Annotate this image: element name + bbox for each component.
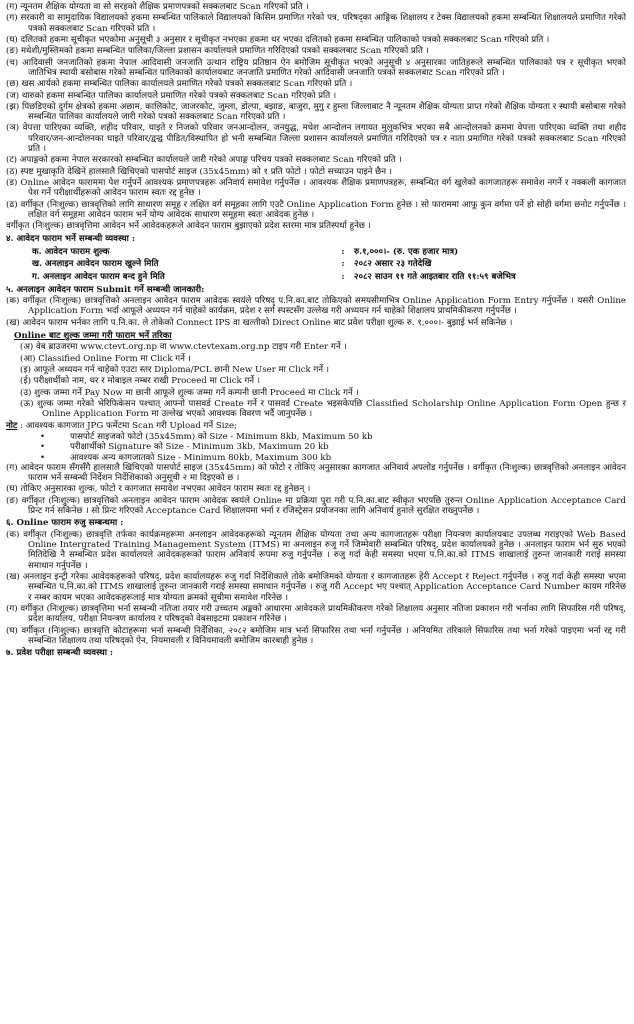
list-item: • पासपोर्ट साइजको फोटो (35x45mm) को Size - Minimum 8kb, Maximum 50 kb: [40, 432, 626, 442]
requirement-item: (ड) Online आवेदन फाराममा पेश गर्नुपर्ने आवश्यक प्रमाणपत्रहरू अनिवार्य समावेश गर्नुपर्नेछ । आवश्यक शैक्षिक प्रमाणपत्रहरू, सम्बन्धित वर्ग खुलेको कागजातहरू समावेश नगर्ने र नक्कली कागजात पेश गर्ने परीक्षार्थीहरूको आवेदन फाराम स्वतः रद्द हुनेछ ।: [6, 178, 626, 199]
schedule-label: ख. अनलाइन आवेदन फाराम खुल्ने मिति: [32, 259, 159, 270]
table-row: [30, 271, 590, 283]
upload-size-list: [40, 432, 626, 463]
requirement-item: (ज) थारुको हकमा सम्बन्धित पालिका कार्यालयले प्रमाणित गरेको पत्रको सक्कलबाट Scan गरिएको प्रति ।: [6, 90, 337, 101]
table-row: [30, 258, 590, 270]
schedule-label: क. आवेदन फाराम शुल्क: [32, 246, 110, 257]
requirement-item: (ठ) स्पष्ट मुखाकृति देखिने हालसालै खिचिएको पासपोर्ट साइज (35x45mm) को १ प्रति फोटो । फोटो सच्याउन पाइने छैन ।: [6, 166, 392, 177]
online-step: (उ) शुल्क जम्मा गर्ने Pay Now मा छानी आफूले शुल्क जम्मा गर्ने कम्पनी छानी Proceed मा Click गर्ने ।: [20, 387, 359, 398]
note-label: नोट: [6, 420, 18, 431]
requirement-note: वर्गीकृत (निःशुल्क) छात्रवृत्तिमा आवेदन भर्ने आवेदकहरूले आवेदन फाराम बुझाएको प्रदेश स्तरमा मात्र प्रतिस्पर्धा हुनेछ ।: [6, 221, 371, 232]
requirement-item: (ग) सरकारी वा सामुदायिक विद्यालयको हकमा सम्बन्धित पालिकाले विद्यालयको किसिम प्रमाणित गरेको पत्र, परिषद्का आङ्गिक शिक्षालय र टेक्स विद्यालयको हकमा सम्बन्धित शिक्षालयले प्रमाणित गरेको पत्रको सक्कलबाट Scan गरिएको प्रति ।: [6, 13, 626, 34]
submit-info-item: (घ) तोकिए अनुसारका शुल्क, फोटो र कागजात समावेश नभएका आवेदन फाराम स्वतः रद्द हुनेछन् ।: [6, 484, 311, 495]
online-step: (ऊ) शुल्क जम्मा गरेको भेरिफिकेसन पश्चात् आफ्नो पासवर्ड Create गर्ने र पासवर्ड Create भइसकेपछि Classified Scholarship Online Application Form Open हुन्छ र Online Application Form मा उल्लेख भएको आवश्यक विवरण भर्दै जानुपर्नेछ ।: [20, 398, 626, 420]
requirement-item: (ट) अपाङ्गको हकमा नेपाल सरकारको सम्बन्धित कार्यालयले जारी गरेको अपाङ्ग परिचय पत्रको सक्कलबाट Scan गरिएको प्रति ।: [6, 155, 402, 166]
note: [6, 421, 626, 431]
requirement-item: (ढ) वर्गीकृत (निःशुल्क) छात्रवृत्तिको लागि साधारण समूह र लक्षित वर्ग समूहका लागि एउटै Online Application Form हुनेछ । सो फाराममा आफू कुन वर्गमा पर्ने हो सोही वर्गमा छनोट गर्नुपर्नेछ । लक्षित वर्ग समूहमा आवेदन फाराम भर्ने योग्य आवेदक साधारण समूहमा स्वतः आवेदक हुनेछ ।: [6, 199, 626, 220]
online-step: (आ) Classified Online Form मा Click गर्ने ।: [20, 353, 191, 364]
table-row: [30, 246, 590, 258]
section-5-heading: ५. अनलाइन आवेदन फाराम Submit गर्ने सम्बन्धी जानकारी:: [6, 284, 205, 295]
schedule-colon: :: [341, 271, 345, 282]
requirement-item: (ग) न्यूनतम शैक्षिक योग्यता वा सो सरहको शैक्षिक प्रमाणपत्रको सक्कलबाट Scan गरिएको प्रति ।: [6, 2, 309, 12]
verification-item: (क) वर्गीकृत (निःशुल्क) छात्रवृत्ति तर्फका कार्यक्रमहरूमा अनलाइन आवेदकहरूको न्यूनतम शैक्षिक योग्यता तथा अन्य कागजातहरू परीक्षा नियन्त्रण कार्यालयबाट उपलब्ध गराइएको Web Based Online Intergrated Training Management System (ITMS) मा अनलाइन रुजु गर्ने जिम्मेवारी सम्बन्धित परिषद्, प्रदेश कार्यालयको हुनेछ । अनलाइन फाराम भर्न सुरु भएको मितिदेखि नै सम्बन्धित प्रदेश कार्यालयले आवेदकहरूको फाराम अनिवार्य रूपमा रुजु गर्नुपर्नेछ । रुजु गर्दा केही समस्या भएमा प.नि.का.को ITMS शाखालाई तुरुन्त जानकारी गराई समस्या समाधान गर्नुपर्नेछ ।: [6, 529, 626, 571]
list-item: • आवश्यक अन्य कागजातको Size - Minimum 80kb, Maximum 300 kb: [40, 453, 626, 463]
submit-info-item: (ख) आवेदन फाराम भर्नका लागि प.नि.का. ले तोकेको Connect IPS वा खल्तीको Direct Online बाट प्रवेश परीक्षा शुल्क रु. १,०००।- बुझाई भर्न सकिनेछ ।: [6, 317, 513, 328]
section-6-heading: ६. Online फाराम रुजु सम्बन्धमा :: [6, 518, 124, 529]
requirement-item: (झ) पिछडिएको दुर्गम क्षेत्रको हकमा अछाम, कालिकोट, जाजरकोट, जुम्ला, डोल्पा, बझाङ, बाजुरा, मुगु र हुम्ला जिल्लाबाट नै न्यूनतम शैक्षिक योग्यता प्राप्त गरेको शैक्षिक योग्यता र स्थायी बसोबास गरेको सम्बन्धित पालिका कार्यालयले जारी गरेको पत्रको सक्कलबाट Scan गरिएको प्रति ।: [6, 101, 626, 123]
submit-info-item: (ङ) वर्गीकृत (निःशुल्क) छात्रवृत्तिको अनलाइन आवेदन फाराम आवेदक स्वयंले Online मा प्रक्रिया पूरा गरी प.नि.का.बाट स्वीकृत भएपछि तुरुन्त Online Application Acceptance Card प्रिन्ट गर्न सकिनेछ । सो प्रिन्ट गरिएको Acceptance Card शिक्षालयमा भर्ना र रजिस्ट्रेसन प्रयोजनका लागि अनिवार्य हुनाले सुरक्षित राख्नुपर्नेछ ।: [6, 495, 626, 517]
schedule-value: २०८२ असार २३ गतेदेखि: [354, 259, 432, 270]
requirement-item: (ञ) वेपत्ता पारिएका व्यक्ति, शहीद परिवार, घाइते र निजको परिवार जनआन्दोलन, जनयुद्ध, मधेश आन्दोलन लगायत मुलुकभित्र भएका सबै आन्दोलनको क्रममा वेपत्ता पारिएका व्यक्ति तथा शहीद परिवार/जन-आन्दोलनका घाइते परिवार/द्वन्द्व पीडित/विस्थापित हो भनी सम्बन्धित जिल्ला प्रशासन कार्यालयले प्रमाणित गरिदिएको पत्र र नाता प्रमाणित गरेको पत्रको सक्कलबाट Scan गरिएको प्रति ।: [6, 123, 626, 155]
verification-item: (घ) वर्गीकृत (निःशुल्क) छात्रवृत्ति कोटाहरूमा भर्ना सम्बन्धी निर्देशिका, २०८२ बमोजिम मात्र भर्ना सिफारिस तथा भर्ना गर्नुपर्नेछ । अनियमित तरिकाले सिफारिस तथा भर्ना गरेको पाइएमा भर्ना रद्द गरी सम्बन्धित शिक्षालय तथा परिषद्को ऐन, नियमावली र विनियमावली बमोजिम कारबाही हुनेछ ।: [6, 625, 626, 646]
requirement-item: (घ) दलितको हकमा सूचीकृत भएकोमा अनुसूची ३ अनुसार र सूचीकृत नभएका हकमा थर भएका दलितको हकमा सम्बन्धित पालिकाको पत्रको सक्कलबाट Scan गरिएको प्रति ।: [6, 34, 550, 45]
list-item: • परीक्षार्थीको Signature को Size - Minimum 3kb, Maximum 20 kb: [40, 442, 626, 452]
requirement-item: (छ) खस आर्यको हकमा सम्बन्धित पालिका कार्यालयले प्रमाणित गरेको पत्रको सक्कलबाट Scan गरिएको प्रति ।: [6, 79, 353, 90]
section-4-heading: ४. आवेदन फाराम भर्ने सम्बन्धी व्यवस्था :: [6, 233, 136, 244]
section-7-heading: ७. प्रवेश परीक्षा सम्बन्धी व्यवस्था :: [6, 648, 114, 659]
online-step: (अ) वेब ब्राउजरमा www.ctevt.org.np वा www.ctevtexam.org.np टाइप गरी Enter गर्ने ।: [20, 342, 347, 353]
application-schedule-table: [30, 246, 590, 283]
schedule-colon: :: [341, 259, 345, 270]
schedule-value: रु.१,०००।- (रु. एक हजार मात्र): [354, 246, 459, 257]
requirements-list: [6, 2, 626, 232]
verification-item: (ख) अनलाइन इन्ट्री गरेका आवेदकहरूको परिषद्, प्रदेश कार्यालयहरू रुजु गर्दा निर्देशिकाले तोके बमोजिमको योग्यता र कागजातहरू हेरी Accept र Reject गर्नुपर्नेछ । रुजु गर्दा केही समस्या भएमा सम्बन्धित प.नि.का.को ITMS शाखालाई तुरुन्त जानकारी गराई समस्या समाधान गर्नुपर्नेछ । रुजु गरी Accept भए पश्चात् Application Acceptance Card Number कायम गरिनेछ र नम्बर कायम भएका आवेदकहरूलाई मात्र योग्यता क्रमको सूचीमा समावेश गरिनेछ ।: [6, 571, 626, 603]
schedule-colon: :: [341, 246, 345, 257]
schedule-label: ग. अनलाइन आवेदन फाराम बन्द हुने मिति: [32, 271, 165, 282]
online-step: (इ) आफूले अध्ययन गर्न चाहेको एउटा स्तर Diploma/PCL छानी New User मा Click गर्ने ।: [20, 365, 330, 375]
verification-item: (ग) वर्गीकृत (निःशुल्क) छात्रवृत्तिमा भर्ना सम्बन्धी नतिजा तयार गरी उच्चतम अङ्कको आधारमा आवेदकले प्राथमिकीकरण गरेको शिक्षालय अनुसार नतिजा प्रकाशन गरी भर्नाका लागि सिफारिस गरी परिषद्, प्रदेश कार्यालय, परीक्षा नियन्त्रण कार्यालय र परिषद्को वेबसाइटमा प्रकाशन गरिनेछ ।: [6, 603, 626, 625]
note-text: : आवश्यक कागजात JPG फर्मेटमा Scan गरी Upload गर्ने Size;: [20, 420, 238, 431]
online-step: (ई) परीक्षार्थीको नाम, थर र मोबाइल नम्बर राखी Proceed मा Click गर्ने ।: [20, 376, 261, 387]
submit-info-item: (क) वर्गीकृत (निःशुल्क) छात्रवृत्तिको अनलाइन आवेदन फाराम आवेदक स्वयंले परिषद् प.नि.का.बाट तोकिएको समयसीमाभित्र Online Application Form Entry गर्नुपर्नेछ । यसरी Online Application Form भर्दा आफूले अध्ययन गर्न चाहेको कार्यक्रम, प्रदेश र सर्ग स्पस्टसँग उल्लेख गरी अध्ययन गर्न चाहेको शिक्षालय प्राथमिकीकरण गर्नुपर्नेछ ।: [6, 296, 626, 317]
requirement-item: (ङ) मधेशी/मुस्लिमको हकमा सम्बन्धित पालिका/जिल्ला प्रशासन कार्यालयले प्रमाणित गरिदिएको पत्रको सक्कलबाट Scan गरिएको प्रति ।: [6, 46, 429, 57]
online-method-title: Online बाट शुल्क जम्मा गरी फाराम भर्ने तरिका: [14, 331, 172, 342]
schedule-value: २०८२ साउन ११ गते आइतबार राति ११:५९ बजेभित्र: [354, 271, 516, 282]
submit-info-item: (ग) आवेदन फाराम सँगसँगै हालसालै खिचिएको पासपोर्ट साइज (35x45mm) को फोटो र तोकिए अनुसारका कागजात अनिवार्य अपलोड गर्नुपर्नेछ । वर्गीकृत (निःशुल्क) छात्रवृत्तिको अनलाइन आवेदन फाराम भर्ने सम्बन्धी निर्देशन निर्देशिकाको अनुसूची २ मा दिइएको छ ।: [6, 462, 626, 484]
requirement-item: (च) आदिवासी जनजातिको हकमा नेपाल आदिवासी जनजाति उत्थान राष्ट्रिय प्रतिष्ठान ऐन बमोजिम सूचीकृत भएको अनुसूची ४ अनुसारका जातिहरूले सम्बन्धित पालिकाको पत्र र सूचीकृत भएको जातिभित्र स्थायी बसोबास गरेको सम्बन्धित पालिकाको कार्यालयबाट जनजाति प्रमाणित गरेको आदिवासी जनजाति पत्रको सक्कलबाट Scan गरिएको प्रति ।: [6, 57, 626, 78]
